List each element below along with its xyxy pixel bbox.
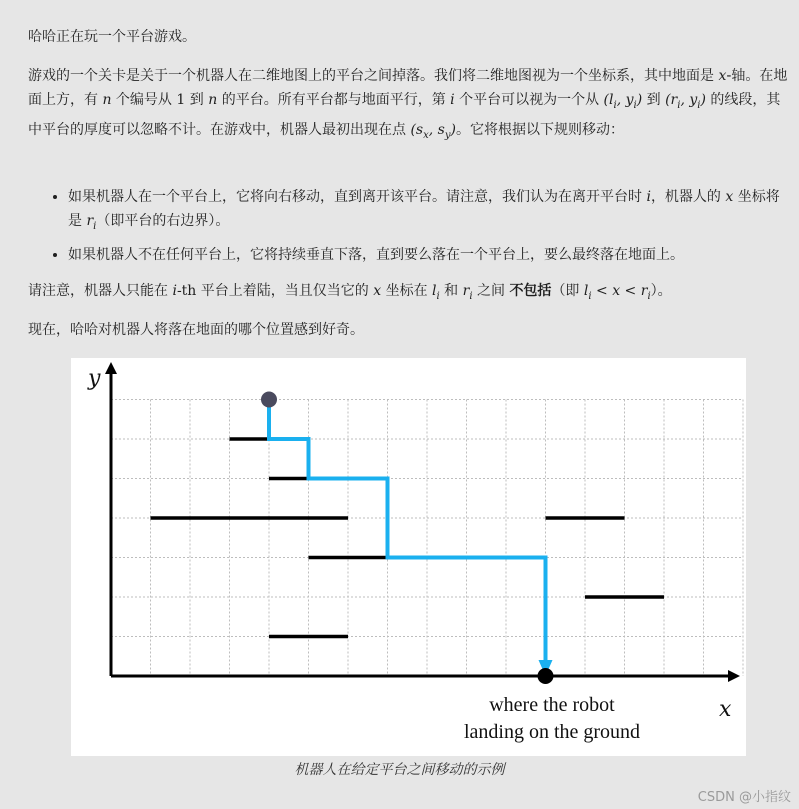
question-paragraph: 现在，哈哈对机器人将落在地面的哪个位置感到好奇。 (28, 322, 364, 338)
bold-exclusive: 不包括 (509, 283, 552, 299)
watermark: CSDN @小指纹 (697, 790, 791, 805)
figure-caption: 机器人在给定平台之间移动的示例 (294, 762, 505, 778)
description-paragraph (28, 64, 790, 148)
rules-list (28, 185, 788, 271)
example-figure (71, 358, 746, 756)
platforms (151, 439, 665, 637)
list-item: • 如果机器人不在任何平台上，它将持续垂直下落，直到要么落在一个平台上，要么最终落在地面上。 (68, 243, 788, 267)
annotation-line-2: landing on the ground (463, 721, 641, 743)
robot-path (261, 392, 554, 685)
math-n: n (102, 92, 112, 108)
desc-text: 到 (642, 92, 666, 108)
math-n: n (208, 92, 218, 108)
grid (111, 400, 743, 677)
platform-diagram (71, 358, 746, 756)
math-ri-yi: ($r_i$, $y_i$) (665, 92, 706, 111)
y-axis-arrow (105, 362, 117, 374)
desc-text: -轴。在地面上方，有 (28, 68, 788, 108)
x-axis-label: x (719, 697, 732, 722)
note-paragraph: 请注意，机器人只能在 i-th 平台上着陆，当且仅当它的 x 坐标在 $l_i$ 和 $r_i$ 之间 不包括（即 $l_i < x < r_i$）。 (28, 283, 672, 302)
math-i: i (450, 92, 455, 108)
list-item: • 如果机器人在一个平台上，它将向右移动，直到离开该平台。请注意，我们认为在离开平台时 i，机器人的 x 坐标将是 $r_i$（即平台的右边界）。 (68, 185, 788, 239)
x-axis-arrow (728, 670, 740, 682)
axes (105, 362, 740, 682)
desc-text: 个平台可以视为一个从 (454, 92, 604, 108)
math-sx-sy: ($s_x$, $s_y$) (410, 121, 456, 141)
desc-text: 到 (185, 92, 209, 108)
math-x: x (718, 68, 727, 84)
start-point (261, 392, 277, 408)
y-axis-label: y (88, 366, 101, 391)
desc-text: 。它将根据以下规则移动： (455, 121, 624, 138)
math-li-yi: ($l_i$, $y_i$) (603, 92, 643, 111)
desc-text: 个编号从 (111, 92, 177, 108)
intro-paragraph: 哈哈正在玩一个平台游戏。 (28, 29, 196, 45)
math-one: 1 (176, 92, 186, 108)
desc-text: 的线段，其中平台的厚度可以忽略不计。在游戏中，机器人最初出现在点 (28, 92, 781, 138)
desc-text: 游戏的一个关卡是关于一个机器人在二维地图上的平台之间掉落。我们将二维地图视为一个坐标系，其中地面是 (28, 68, 719, 84)
annotation-line-1: where the robot (489, 694, 615, 716)
desc-text: 的平台。所有平台都与地面平行，第 (217, 92, 451, 108)
